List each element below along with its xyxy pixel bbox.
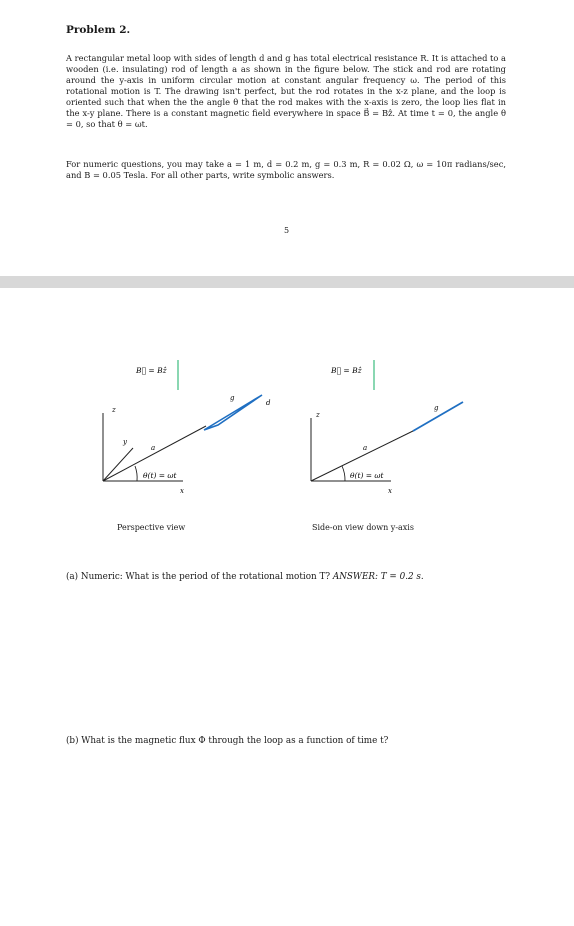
rod-length-label-right: a	[363, 444, 368, 452]
d-label-left: d	[266, 399, 271, 407]
theta-label-right: θ(t) = ωt	[350, 471, 384, 480]
x-label-left: x	[180, 487, 184, 495]
question-a-text: (a) Numeric: What is the period of the rotational motion T?	[66, 572, 331, 582]
x-label-right: x	[388, 487, 392, 495]
g-label-left: g	[230, 394, 235, 402]
page-divider	[0, 276, 574, 288]
page-number: 5	[284, 226, 290, 235]
z-label-left: z	[112, 406, 116, 414]
question-a	[66, 572, 424, 582]
perspective-view	[103, 360, 271, 495]
question-b: (b) What is the magnetic flux Φ through the loop as a function of time t?	[66, 736, 389, 746]
field-label-right: B⃗ = Bẑ	[331, 366, 362, 375]
figure	[0, 288, 574, 568]
problem-description: A rectangular metal loop with sides of length d and g has total electrical resistance R. It is attached to a wooden (i.e. insulating) rod of length a as shown in the figure below. The stick and rod are rotating around the y-axis in uniform circular motion at constant angular frequency ω. The period of this rotational motion is T. The drawing isn't perfect, but the rod rotates in the x-z plane, and the loop is oriented such that when the the angle θ that the rod makes with the x-axis is zero, the loop lies flat in the x-y plane. There is a constant magnetic field everywhere in space B⃗ = Bẑ. At time t = 0, the angle θ = 0, so that θ = ωt.	[66, 53, 506, 129]
theta-arc-left	[135, 466, 137, 481]
theta-arc-right	[342, 466, 345, 481]
question-a-answer: ANSWER: T = 0.2 s.	[332, 572, 424, 582]
page-upper	[0, 0, 574, 276]
caption-perspective: Perspective view	[117, 523, 186, 532]
field-label-left: B⃗ = Bẑ	[136, 366, 167, 375]
problem-title: Problem 2.	[66, 24, 131, 36]
side-view	[311, 360, 463, 495]
numeric-values-note: For numeric questions, you may take a = 1 m, d = 0.2 m, g = 0.3 m, R = 0.02 Ω, ω = 10π radians/sec, and B = 0.05 Tesla. For all other parts, write symbolic answers.	[66, 159, 506, 180]
rod-length-label-left: a	[151, 444, 156, 452]
caption-side-view: Side-on view down y-axis	[312, 523, 414, 532]
y-label-left: y	[123, 438, 127, 446]
y-axis-left	[103, 448, 133, 481]
g-label-right: g	[434, 404, 439, 412]
theta-label-left: θ(t) = ωt	[143, 471, 177, 480]
z-label-right: z	[316, 411, 320, 419]
figure-drawing	[0, 288, 574, 568]
